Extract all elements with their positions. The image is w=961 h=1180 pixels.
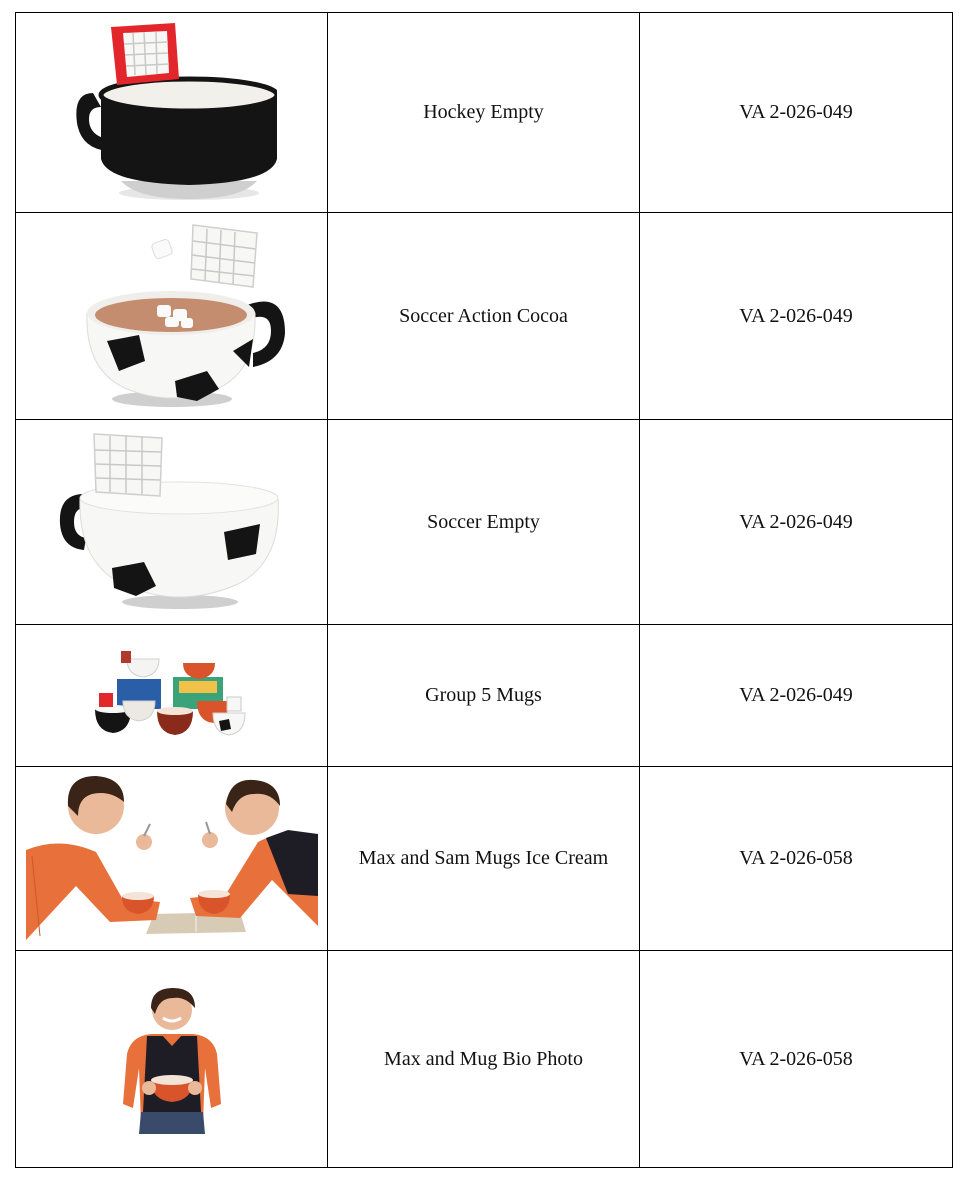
image-title-cell: Soccer Action Cocoa: [328, 213, 640, 420]
image-title-cell: Group 5 Mugs: [328, 625, 640, 767]
registration-number-cell: VA 2-026-058: [640, 951, 953, 1168]
image-title-cell: Hockey Empty: [328, 13, 640, 213]
two-boys-ice-cream-photo: [26, 776, 318, 942]
soccer-mug-cocoa-photo: [57, 221, 287, 411]
image-title-cell: Max and Sam Mugs Ice Cream: [328, 767, 640, 951]
registration-number-cell: VA 2-026-049: [640, 213, 953, 420]
registration-number-cell: VA 2-026-049: [640, 13, 953, 213]
table-row: [16, 213, 953, 420]
five-mugs-group-photo: [87, 651, 257, 741]
image-cell: [16, 13, 328, 213]
exhibit-table: [15, 12, 953, 1168]
image-title-cell: Soccer Empty: [328, 420, 640, 625]
soccer-mug-empty-photo: [52, 432, 292, 612]
boy-holding-mug-photo: [117, 984, 227, 1134]
table-row: [16, 13, 953, 213]
registration-number-cell: VA 2-026-058: [640, 767, 953, 951]
table-row: [16, 767, 953, 951]
hockey-mug-empty-photo: [67, 23, 277, 203]
image-title-cell: Max and Mug Bio Photo: [328, 951, 640, 1168]
table-row: [16, 625, 953, 767]
registration-number-cell: VA 2-026-049: [640, 625, 953, 767]
registration-number-cell: VA 2-026-049: [640, 420, 953, 625]
table-row: [16, 420, 953, 625]
image-cell: [16, 625, 328, 767]
image-cell: [16, 213, 328, 420]
image-cell: [16, 767, 328, 951]
image-cell: [16, 951, 328, 1168]
image-cell: [16, 420, 328, 625]
table-row: [16, 951, 953, 1168]
